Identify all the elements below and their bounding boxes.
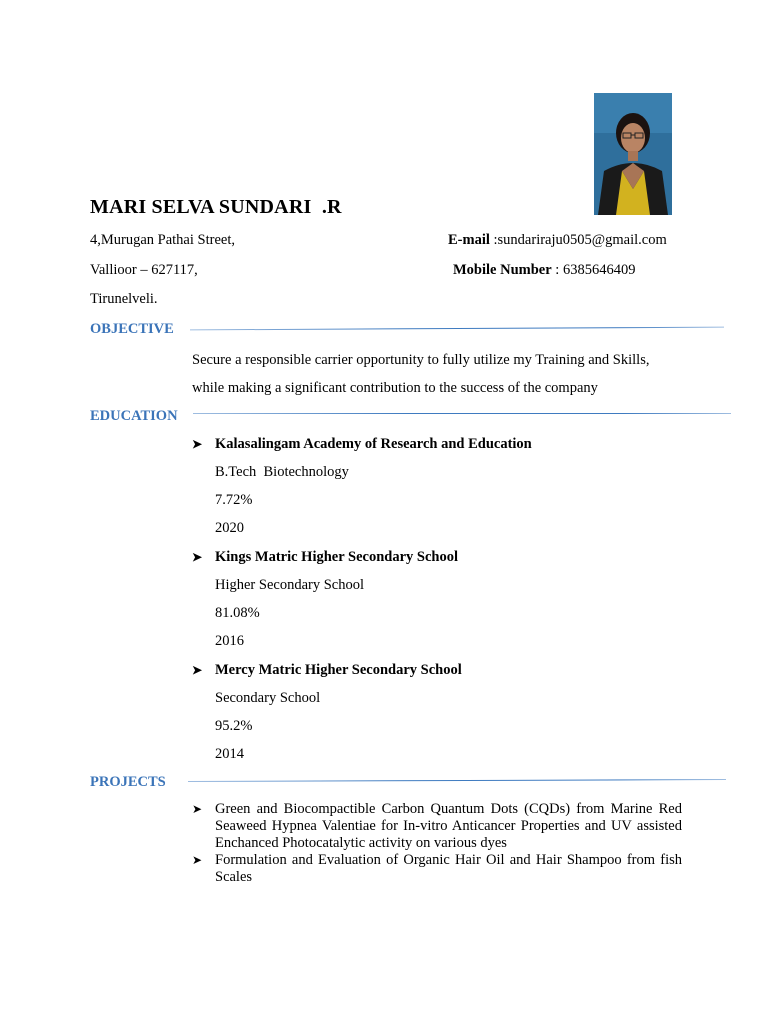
education-institution: ➤ Mercy Matric Higher Secondary School [192, 662, 462, 678]
education-course: Higher Secondary School [215, 577, 364, 593]
projects-heading: PROJECTS [90, 774, 166, 790]
objective-heading: OBJECTIVE [90, 321, 174, 337]
education-course: Secondary School [215, 690, 321, 706]
education-heading: EDUCATION [90, 408, 178, 424]
person-photo-icon [594, 93, 672, 215]
project-description: Formulation and Evaluation of Organic Hair Oil and Hair Shampoo from fish Scales [215, 852, 682, 885]
education-year: 2020 [215, 520, 244, 536]
education-score: 81.08% [215, 605, 260, 621]
profile-photo [594, 93, 672, 215]
education-score: 7.72% [215, 492, 253, 508]
address-line-street: 4,Murugan Pathai Street, [90, 232, 235, 248]
address-line-city: Vallioor – 627117, [90, 262, 198, 278]
projects-divider [188, 779, 726, 782]
address-line-district: Tirunelveli. [90, 291, 158, 307]
education-institution: ➤ Kalasalingam Academy of Research and Education [192, 436, 532, 452]
project-item [192, 852, 682, 886]
mobile-label: Mobile Number [453, 262, 552, 278]
objective-text-line1: Secure a responsible carrier opportunity to fully utilize my Training and Skills, [192, 352, 650, 368]
education-score: 95.2% [215, 718, 253, 734]
objective-text-line2: while making a significant contribution to the success of the company [192, 380, 598, 396]
mobile-line [453, 262, 635, 279]
projects-list [192, 801, 682, 886]
arrowhead-bullet-icon: ➤ [192, 663, 203, 677]
project-description: Green and Biocompactible Carbon Quantum Dots (CQDs) from Marine Red Seaweed Hypnea Valentiae for In-vitro Anticancer Properties and UV assisted Enchanced Photocatalytic activity on various dyes [215, 801, 682, 851]
arrowhead-bullet-icon: ➤ [192, 550, 203, 564]
education-divider [193, 413, 731, 414]
objective-divider [190, 327, 724, 331]
arrowhead-bullet-icon: ➤ [192, 853, 203, 867]
education-institution: ➤ Kings Matric Higher Secondary School [192, 549, 459, 565]
education-year: 2016 [215, 633, 244, 649]
education-year: 2014 [215, 746, 244, 762]
email-line [448, 232, 667, 249]
project-item [192, 801, 682, 852]
arrowhead-bullet-icon: ➤ [192, 802, 203, 816]
email-value: :sundariraju0505@gmail.com [489, 232, 667, 248]
mobile-value: : 6385646409 [551, 262, 636, 278]
candidate-name: MARI SELVA SUNDARI .R [90, 196, 342, 218]
email-label: E-mail [448, 232, 490, 248]
arrowhead-bullet-icon: ➤ [192, 437, 203, 451]
education-course: B.Tech Biotechnology [215, 464, 349, 480]
